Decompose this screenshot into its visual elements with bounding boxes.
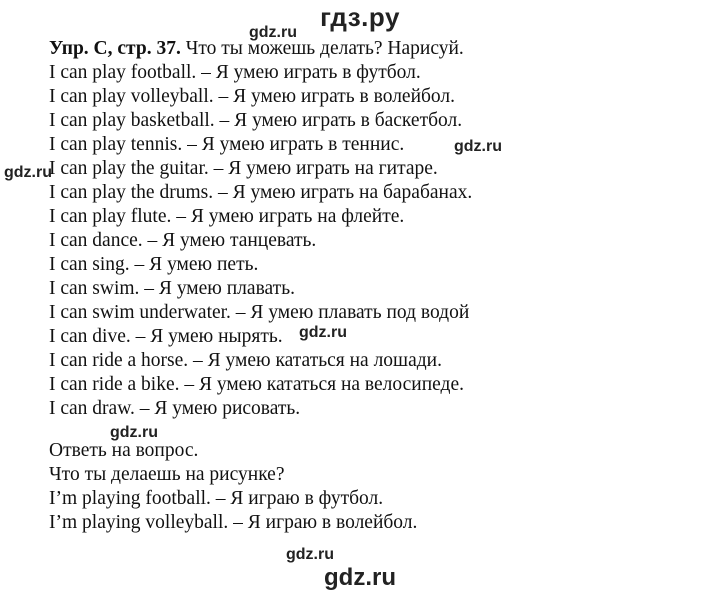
exercise-line: I can dance. – Я умею танцевать. [49,230,317,251]
exercise-line: I can dive. – Я умею нырять. [49,326,283,347]
exercise-text-block [49,37,709,535]
exercise-heading [49,37,709,61]
watermark-text: gdz.ru [299,324,347,341]
watermark-text: gdz.ru [286,546,334,563]
exercise-line: I can swim underwater. – Я умею плавать под водой [49,302,470,323]
watermark-text: gdz.ru [4,164,52,181]
answer-prompt: Ответь на вопрос. [49,440,199,461]
exercise-heading-label: Упр. С, стр. 37. [49,38,181,59]
exercise-line: I can play basketball. – Я умею играть в баскетбол. [49,110,463,131]
watermark-text: gdz.ru [249,24,297,41]
exercise-line: I can play flute. – Я умею играть на флейте. [49,206,405,227]
exercise-line: I can play football. – Я умею играть в футбол. [49,62,421,83]
answer-question: Что ты делаешь на рисунке? [49,464,285,485]
exercise-line: I can ride a bike. – Я умею кататься на велосипеде. [49,374,464,395]
exercise-line: I can play the drums. – Я умею играть на барабанах. [49,182,473,203]
watermark-text: gdz.ru [454,138,502,155]
site-header-logo[interactable]: гдз.ру [320,2,400,32]
answer-line: I’m playing volleyball. – Я играю в волейбол. [49,512,418,533]
exercise-line: I can play the guitar. – Я умею играть на гитаре. [49,158,438,179]
watermark-text: gdz.ru [110,424,158,441]
answer-line: I’m playing football. – Я играю в футбол. [49,488,384,509]
site-footer-logo[interactable]: gdz.ru [324,564,396,591]
exercise-line: I can sing. – Я умею петь. [49,254,259,275]
exercise-line: I can ride a horse. – Я умею кататься на лошади. [49,350,442,371]
exercise-line: I can play volleyball. – Я умею играть в волейбол. [49,86,456,107]
exercise-line: I can draw. – Я умею рисовать. [49,398,301,419]
exercise-line: I can swim. – Я умею плавать. [49,278,295,299]
exercise-heading-task: Что ты можешь делать? Нарисуй. [180,38,464,59]
exercise-line: I can play tennis. – Я умею играть в теннис. [49,134,405,155]
